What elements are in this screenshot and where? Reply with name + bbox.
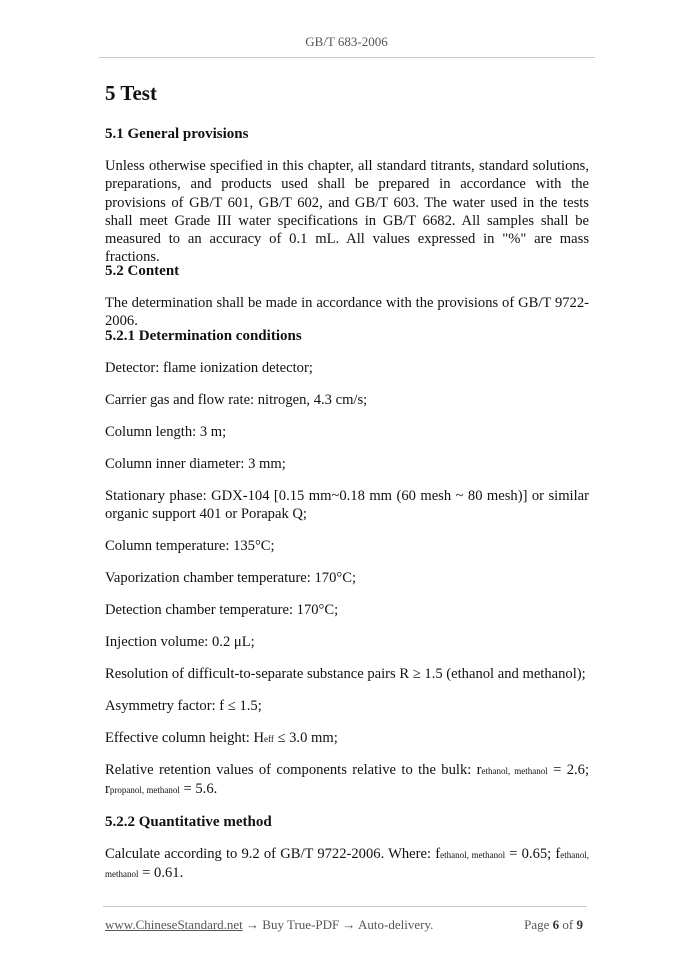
page-footer [105,917,589,933]
total-pages: 9 [576,917,583,932]
subsection-title-5-2: 5.2 Content [105,263,180,279]
condition-item: Detector: flame ionization detector; [105,360,313,376]
condition-item: Stationary phase: GDX-104 [0.15 mm~0.18 mm (60 mesh ~ 80 mesh)] or similar organic support 401 or Porapak Q; [105,488,589,523]
condition-item-retention: Relative retention values of components relative to the bulk: rethanol, methanol = 2.6; rpropanol, methanol = 5.6. [105,762,590,798]
paragraph-general-provisions: Unless otherwise specified in this chapter, all standard titrants, standard solutions, preparations, and products used shall be prepared in accordance with the provisions of GB/T 601, GB/T 602, and GB/T 603. The water used in the tests shall meet Grade III water specifications in GB/T 6682. All samples shall be measured to an accuracy of 0.1 mL. All values expressed in "%" are mass fractions. [105,158,589,266]
subsection-title-5-1: 5.1 General provisions [105,126,249,142]
condition-item: Carrier gas and flow rate: nitrogen, 4.3 cm/s; [105,392,368,408]
paragraph-content: The determination shall be made in accordance with the provisions of GB/T 9722-2006. [105,295,589,330]
condition-item: Detection chamber temperature: 170°C; [105,602,339,618]
condition-item: Vaporization chamber temperature: 170°C; [105,570,357,586]
condition-item: Injection volume: 0.2 μL; [105,634,255,650]
footer-divider [103,906,587,907]
subsection-title-5-2-2: 5.2.2 Quantitative method [105,814,272,830]
condition-item: Column length: 3 m; [105,424,227,440]
footer-text: → Buy True-PDF → Auto-delivery. [242,917,434,932]
header-divider [99,57,595,58]
condition-item: Column temperature: 135°C; [105,538,275,554]
condition-item-heff: Effective column height: Heff ≤ 3.0 mm; [105,730,338,746]
current-page: 6 [552,917,560,932]
condition-item: Asymmetry factor: f ≤ 1.5; [105,698,262,714]
paragraph-quantitative-method: Calculate according to 9.2 of GB/T 9722-2006. Where: fethanol, methanol = 0.65; fethanol, methanol = 0.61. [105,846,589,882]
section-title: 5 Test [105,81,157,105]
page-indicator: Page 6 of 9 [524,917,583,932]
website-link[interactable]: www.ChineseStandard.net [105,917,243,932]
condition-item: Column inner diameter: 3 mm; [105,456,286,472]
condition-item: Resolution of difficult-to-separate substance pairs R ≥ 1.5 (ethanol and methanol); [105,666,586,682]
document-header-title: GB/T 683-2006 [305,34,388,49]
subsection-title-5-2-1: 5.2.1 Determination conditions [105,328,302,344]
